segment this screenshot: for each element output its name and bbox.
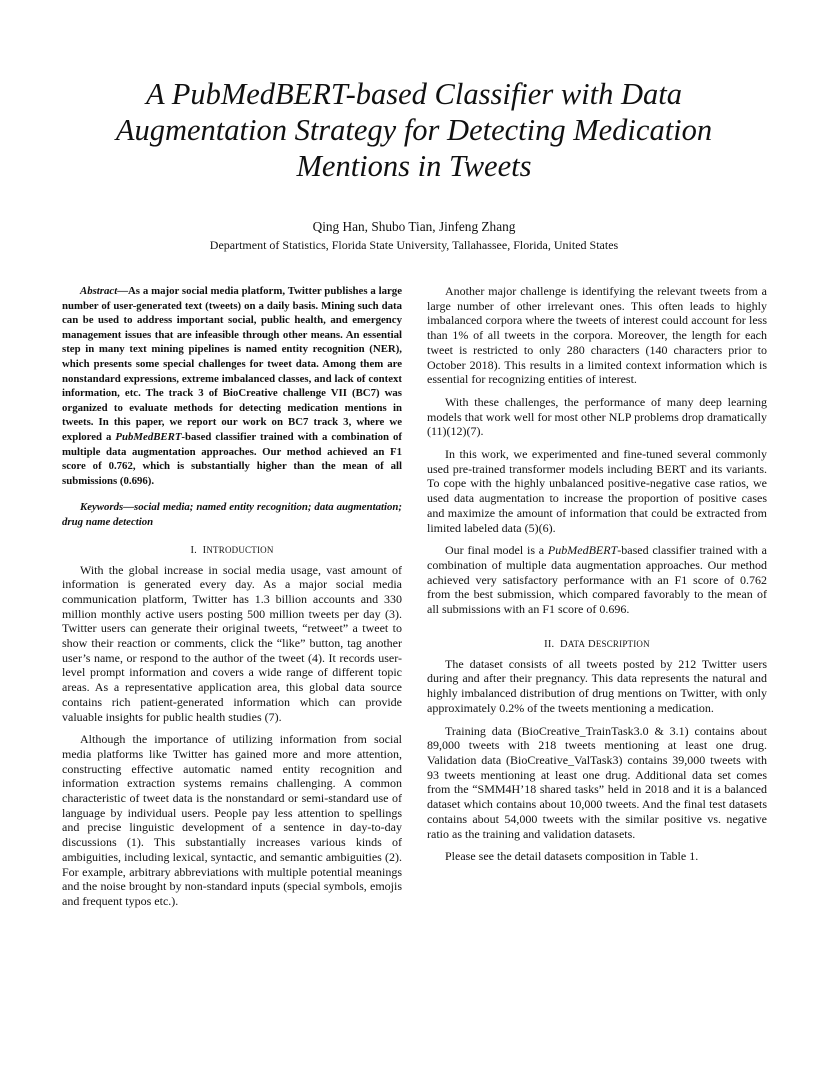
abstract-text-after: -based classifier trained with a combination of multiple data augmentation approaches. Our method achieved an F1 score of 0.762, which is substantially higher than the mean of all submissions (0.696). — [62, 430, 402, 487]
body-paragraph: Another major challenge is identifying the relevant tweets from a large number of other irrelevant ones. This often leads to highly imbalanced corpora where the tweets of interest could account for less than 1% of all tweets in the corpora. Moreover, the length for each tweet is restricted to only 280 characters (140 characters prior to October 2018). This results in a limited context information which is essential for recognizing entities of interest. — [427, 284, 767, 387]
abstract-label: Abstract — [80, 285, 118, 297]
title-line: Mentions in Tweets — [296, 149, 532, 183]
body-paragraph: Although the importance of utilizing information from social media platforms like Twitter has gained more and more attention, constructing effective automatic named entity recognition and information extraction systems remains challenging. A common characteristic of tweet data is the nonstandard or semi-standard use of language by individual users. People pay less attention to spellings and precise linguistic development of a sentence in day-to-day discussions (1). This substantially increases various kinds of ambiguities, including lexical, syntactic, and semantic ambiguities (2). For example, arbitrary abbreviations with multiple potential meanings and the noise brought by non-standard inputs (special symbols, emojis and frequent typos etc.). — [62, 732, 402, 908]
title-line: A PubMedBERT-based Classifier with Data — [146, 77, 682, 111]
final-model-after: -based classifier trained with a combination of multiple data augmentation approaches. Our method achieved very satisfactory performance with an F1 score of 0.762 from the best submission, which compared favorably to the mean of all submissions with an F1 score of 0.696. — [427, 543, 768, 617]
section-numeral: II. — [544, 638, 555, 650]
body-paragraph: With these challenges, the performance of many deep learning models that work well for most other NLP problems drop dramatically (11)(12)(7). — [427, 394, 767, 439]
section-numeral: I. — [190, 544, 197, 556]
keywords-text: social media; named entity recognition; data augmentation; drug name detection — [62, 501, 402, 528]
abstract-text: As a major social media platform, Twitter publishes a large number of user-generated text (tweets) on a daily basis. Mining such data can be used to address important social, public health, and emergency management issues that are infeasible through other means. An essential step in many text mining pipelines is named entity recognition (NER), which presents some special challenges for tweet data. Among them are nonstandard expressions, extreme imbalanced classes, and lack of context information, etc. The track 3 of BioCreative challenge VII (BC7) was organized to evaluate methods for detecting medication mentions in tweets. In this paper, we report our work on BC7 track 3, where we explored a — [62, 285, 402, 443]
body-paragraph: Please see the detail datasets composition in Table 1. — [445, 849, 699, 864]
body-paragraph: Training data (BioCreative_TrainTask3.0 & 3.1) contains about 89,000 tweets with 218 tweets mentioning at least one drug. Validation data (BioCreative_ValTask3) contains 39,000 tweets with 93 tweets mentioning at least one drug. Additional data set comes from the “SMM4H’18 shared tasks” held in 2018 and it is a balanced dataset which contains about 10,000 tweets. And the final test datasets contains about 54,000 tweets with the similar positive vs. negative ratio as the training and validation datasets. — [427, 723, 767, 841]
abstract — [62, 284, 402, 488]
body-paragraph: In this work, we experimented and fine-tuned several commonly used pre-trained transformer models including BERT and its variants. To cope with the highly unbalanced positive-negative case ratios, we used data augmentation to increase the proportion of positive cases and maximize the amount of information that could be extracted from limited labeled data (5)(6). — [427, 447, 767, 535]
affiliation: Department of Statistics, Florida State University, Tallahassee, Florida, United States — [209, 238, 619, 252]
heading-initial: D — [588, 638, 596, 650]
section-heading-data-description — [427, 639, 767, 650]
left-column — [62, 284, 402, 909]
keywords — [62, 500, 402, 529]
final-model-before: Our final model is a — [445, 543, 545, 558]
heading-initial: I — [202, 544, 207, 556]
heading-rest: ATA — [567, 638, 586, 649]
section-heading-introduction — [62, 545, 402, 556]
paper-title — [60, 76, 768, 184]
body-paragraph-final-model — [427, 543, 767, 617]
keywords-label: Keywords — [80, 501, 124, 514]
title-line: Augmentation Strategy for Detecting Medication — [115, 113, 713, 147]
body-paragraph: The dataset consists of all tweets posted by 212 Twitter users during and after their pregnancy. This data represents the natural and highly imbalanced distribution of drug mentions on Twitter, with only approximately 0.2% of the tweets mentioning a medication. — [427, 656, 767, 715]
heading-rest: ESCRIPTION — [595, 638, 650, 649]
keywords-dash: — — [123, 501, 134, 514]
heading-initial: D — [560, 638, 568, 650]
heading-rest: NTRODUCTION — [206, 544, 274, 555]
body-paragraph: With the global increase in social media usage, vast amount of information is generated every day. As a major social media communication platform, Twitter has 1.3 billion accounts and 330 million monthly active users posting 500 million tweets per day (3). Twitter users can generate their original tweets, “retweet” a tweet to show their reaction or comments, click the “like” button, tag another user’s name, or respond to the author of the tweet (4). It records user-level prompt information and covers a wide range of different topic areas. As a representative application area, this global data source contains rich patient-generated information which can provide valuable insights for public health studies (7). — [62, 562, 402, 724]
abstract-dash: — — [117, 285, 128, 297]
right-column — [427, 284, 767, 864]
final-model-italic-term: PubMedBERT — [547, 543, 618, 558]
author-list: Qing Han, Shubo Tian, Jinfeng Zhang — [312, 219, 516, 234]
abstract-italic-term: PubMedBERT — [115, 430, 182, 443]
